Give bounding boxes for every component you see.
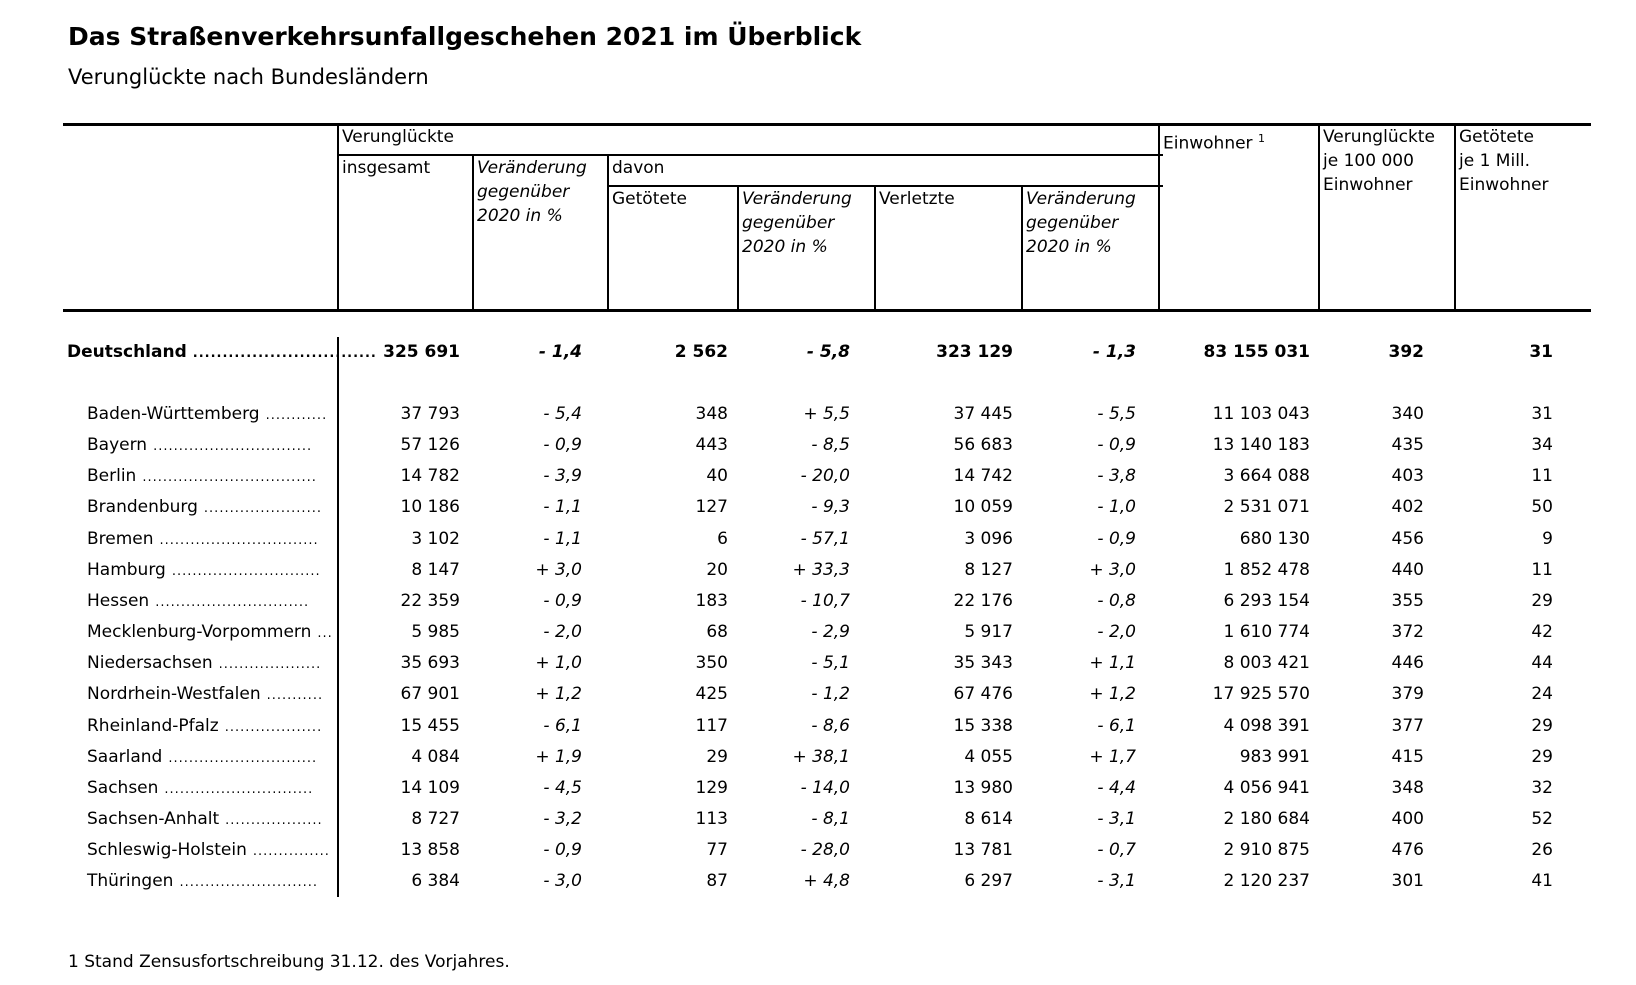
leader-dots: .............................: [171, 563, 321, 579]
row-label: Hessen: [87, 590, 150, 611]
cell-veraenderung-getoetete: - 9,3: [811, 497, 850, 518]
cell-insgesamt: 325 691: [383, 342, 460, 362]
cell-je-100000: 402: [1391, 497, 1424, 518]
vline-stub: [337, 124, 339, 311]
cell-verletzte: 13 980: [953, 777, 1013, 798]
cell-je-1-mill: 41: [1531, 871, 1553, 892]
table-row: [0, 871, 1636, 901]
table-row: [0, 684, 1636, 714]
cell-veraenderung-verletzte: - 6,1: [1097, 715, 1136, 736]
cell-getoetete: 117: [695, 715, 728, 736]
cell-veraenderung-getoetete: - 10,7: [800, 590, 850, 611]
cell-veraenderung-insgesamt: + 1,2: [535, 684, 582, 705]
cell-verletzte: 4 055: [964, 746, 1013, 767]
cell-einwohner: 983 991: [1239, 746, 1310, 767]
table-row: [0, 653, 1636, 683]
cell-veraenderung-insgesamt: - 1,1: [543, 497, 582, 518]
cell-veraenderung-insgesamt: - 5,4: [543, 404, 582, 424]
cell-veraenderung-verletzte: - 4,4: [1097, 777, 1136, 798]
cell-veraenderung-getoetete: - 28,0: [800, 840, 850, 861]
header-je-100000: Verunglückte je 100 000 Einwohner: [1323, 127, 1435, 195]
vline-2: [607, 154, 609, 311]
table-header-bottom-rule: [63, 309, 1591, 312]
cell-getoetete: 113: [695, 808, 728, 829]
cell-je-1-mill: 24: [1531, 684, 1553, 705]
cell-je-100000: 415: [1391, 746, 1424, 767]
cell-verletzte: 56 683: [953, 435, 1013, 456]
row-label: Bremen: [87, 528, 154, 549]
cell-je-100000: 456: [1391, 528, 1424, 549]
cell-verletzte: 8 127: [964, 559, 1013, 580]
cell-getoetete: 20: [706, 559, 728, 580]
cell-einwohner: 8 003 421: [1223, 653, 1310, 674]
leader-dots: ...................: [224, 719, 323, 735]
header-veraenderung-verletzte: Veränderung gegenüber 2020 in %: [1026, 189, 1136, 257]
table-row: [0, 622, 1636, 652]
cell-verletzte: 6 297: [964, 871, 1013, 892]
cell-veraenderung-getoetete: + 5,5: [803, 404, 850, 424]
cell-veraenderung-insgesamt: + 1,0: [535, 653, 582, 674]
table-row: [0, 529, 1636, 559]
cell-veraenderung-insgesamt: + 1,9: [535, 746, 582, 767]
cell-insgesamt: 4 084: [411, 746, 460, 767]
header-getoetete: Getötete: [612, 189, 687, 209]
cell-getoetete: 29: [706, 746, 728, 767]
vline-5: [1021, 185, 1023, 311]
row-label: Bayern: [87, 435, 148, 456]
cell-getoetete: 2 562: [674, 342, 728, 362]
header-einwohner: Einwohner $^1$: [1163, 132, 1265, 154]
cell-getoetete: 40: [706, 466, 728, 487]
cell-veraenderung-verletzte: + 1,2: [1089, 684, 1136, 705]
cell-veraenderung-verletzte: - 3,1: [1097, 871, 1136, 892]
leader-dots: ..................................: [142, 470, 317, 486]
cell-einwohner: 2 531 071: [1223, 497, 1310, 518]
cell-verletzte: 14 742: [953, 466, 1013, 487]
cell-insgesamt: 3 102: [411, 528, 460, 549]
cell-je-100000: 379: [1391, 684, 1424, 705]
table-row: [0, 497, 1636, 527]
cell-je-1-mill: 31: [1531, 404, 1553, 424]
vline-7: [1318, 124, 1320, 311]
leader-dots: .............................: [164, 781, 314, 797]
cell-veraenderung-insgesamt: - 0,9: [543, 590, 582, 611]
cell-je-100000: 355: [1391, 590, 1424, 611]
table-row: [0, 809, 1636, 839]
leader-dots: ...............................: [159, 532, 319, 548]
cell-je-1-mill: 32: [1531, 777, 1553, 798]
cell-verletzte: 37 445: [953, 404, 1013, 424]
cell-veraenderung-verletzte: - 0,7: [1097, 840, 1136, 861]
cell-je-100000: 348: [1391, 777, 1424, 798]
cell-je-1-mill: 11: [1531, 559, 1553, 580]
cell-veraenderung-verletzte: + 1,1: [1089, 653, 1136, 674]
cell-veraenderung-verletzte: - 1,3: [1092, 342, 1136, 362]
cell-verletzte: 15 338: [953, 715, 1013, 736]
vline-8: [1454, 124, 1456, 311]
header-davon: davon: [612, 158, 665, 178]
row-label: Niedersachsen: [87, 653, 213, 674]
cell-veraenderung-getoetete: - 14,0: [800, 777, 850, 798]
cell-getoetete: 127: [695, 497, 728, 518]
cell-veraenderung-getoetete: - 5,8: [806, 342, 850, 362]
table-row: [0, 778, 1636, 808]
leader-dots: ...............................: [192, 346, 377, 361]
cell-veraenderung-verletzte: - 3,1: [1097, 808, 1136, 829]
leader-dots: ..............................: [155, 594, 310, 610]
table-row-total: [0, 342, 1636, 372]
cell-veraenderung-getoetete: - 8,6: [811, 715, 850, 736]
cell-veraenderung-getoetete: - 8,5: [811, 435, 850, 456]
cell-je-100000: 403: [1391, 466, 1424, 487]
cell-je-100000: 340: [1391, 404, 1424, 424]
vline-3: [737, 185, 739, 311]
cell-je-1-mill: 9: [1542, 528, 1553, 549]
leader-dots: ...............................: [153, 439, 313, 455]
cell-insgesamt: 5 985: [411, 622, 460, 643]
cell-je-1-mill: 31: [1529, 342, 1553, 362]
cell-je-100000: 435: [1391, 435, 1424, 456]
row-label: Berlin: [87, 466, 137, 487]
cell-einwohner: 4 098 391: [1223, 715, 1310, 736]
cell-insgesamt: 13 858: [400, 840, 460, 861]
header-veraenderung-insgesamt: Veränderung gegenüber 2020 in %: [477, 158, 587, 226]
cell-getoetete: 87: [706, 871, 728, 892]
leader-dots: ...............: [252, 844, 330, 860]
page-title: Das Straßenverkehrsunfallgeschehen 2021 im Überblick: [68, 22, 862, 51]
cell-veraenderung-getoetete: - 57,1: [800, 528, 850, 549]
cell-insgesamt: 14 782: [400, 466, 460, 487]
leader-dots: .......................: [203, 501, 322, 517]
cell-einwohner: 2 120 237: [1223, 871, 1310, 892]
cell-getoetete: 6: [717, 528, 728, 549]
cell-getoetete: 425: [695, 684, 728, 705]
cell-veraenderung-getoetete: + 38,1: [792, 746, 850, 767]
cell-einwohner: 11 103 043: [1212, 404, 1310, 424]
rule-under-verunglueckte: [338, 154, 1163, 156]
table-row: [0, 747, 1636, 777]
header-verletzte: Verletzte: [879, 189, 955, 209]
row-label: Hamburg: [87, 559, 166, 580]
cell-veraenderung-insgesamt: - 1,1: [543, 528, 582, 549]
row-label: Saarland: [87, 746, 163, 767]
leader-dots: ....................: [218, 657, 322, 673]
cell-je-1-mill: 42: [1531, 622, 1553, 643]
cell-veraenderung-verletzte: - 0,9: [1097, 528, 1136, 549]
row-label: Deutschland: [67, 342, 187, 362]
cell-veraenderung-verletzte: - 0,8: [1097, 590, 1136, 611]
header-insgesamt: insgesamt: [342, 158, 431, 178]
row-label: Brandenburg: [87, 497, 198, 518]
row-label: Sachsen-Anhalt: [87, 808, 220, 829]
cell-einwohner: 83 155 031: [1203, 342, 1310, 362]
cell-verletzte: 35 343: [953, 653, 1013, 674]
cell-veraenderung-insgesamt: + 3,0: [535, 559, 582, 580]
cell-einwohner: 680 130: [1239, 528, 1310, 549]
cell-veraenderung-verletzte: + 3,0: [1089, 559, 1136, 580]
cell-insgesamt: 57 126: [400, 435, 460, 456]
cell-je-100000: 301: [1391, 871, 1424, 892]
cell-veraenderung-insgesamt: - 0,9: [543, 840, 582, 861]
table-row: [0, 466, 1636, 496]
cell-insgesamt: 22 359: [400, 590, 460, 611]
row-label: Thüringen: [87, 871, 174, 892]
leader-dots: ...........: [266, 688, 324, 704]
cell-je-100000: 446: [1391, 653, 1424, 674]
leader-dots: ...................: [225, 812, 323, 828]
cell-einwohner: 1 610 774: [1223, 622, 1310, 643]
cell-insgesamt: 10 186: [400, 497, 460, 518]
cell-veraenderung-verletzte: + 1,7: [1089, 746, 1136, 767]
cell-einwohner: 13 140 183: [1212, 435, 1310, 456]
cell-insgesamt: 35 693: [400, 653, 460, 674]
cell-je-1-mill: 29: [1531, 746, 1553, 767]
row-label: Rheinland-Pfalz: [87, 715, 219, 736]
vline-1: [472, 154, 474, 311]
cell-veraenderung-insgesamt: - 0,9: [543, 435, 582, 456]
table-row: [0, 840, 1636, 870]
cell-veraenderung-verletzte: - 5,5: [1097, 404, 1136, 424]
cell-veraenderung-verletzte: - 0,9: [1097, 435, 1136, 456]
cell-je-100000: 400: [1391, 808, 1424, 829]
cell-einwohner: 6 293 154: [1223, 590, 1310, 611]
cell-getoetete: 129: [695, 777, 728, 798]
cell-insgesamt: 67 901: [400, 684, 460, 705]
cell-veraenderung-insgesamt: - 6,1: [543, 715, 582, 736]
cell-veraenderung-getoetete: + 33,3: [792, 559, 850, 580]
cell-veraenderung-insgesamt: - 3,2: [543, 808, 582, 829]
cell-getoetete: 350: [695, 653, 728, 674]
header-veraenderung-getoetete: Veränderung gegenüber 2020 in %: [742, 189, 852, 257]
cell-verletzte: 8 614: [964, 808, 1013, 829]
table-row: [0, 435, 1636, 465]
leader-dots: .............................: [168, 750, 318, 766]
cell-veraenderung-getoetete: - 5,1: [811, 653, 850, 674]
cell-insgesamt: 37 793: [400, 404, 460, 424]
cell-verletzte: 67 476: [953, 684, 1013, 705]
cell-insgesamt: 8 727: [411, 808, 460, 829]
table-row: [0, 591, 1636, 621]
cell-einwohner: 4 056 941: [1223, 777, 1310, 798]
cell-veraenderung-insgesamt: - 4,5: [543, 777, 582, 798]
header-je-1-mill: Getötete je 1 Mill. Einwohner: [1459, 127, 1549, 195]
vline-4: [874, 185, 876, 311]
cell-veraenderung-getoetete: - 20,0: [800, 466, 850, 487]
cell-getoetete: 183: [695, 590, 728, 611]
cell-verletzte: 323 129: [936, 342, 1013, 362]
cell-veraenderung-verletzte: - 2,0: [1097, 622, 1136, 643]
cell-veraenderung-getoetete: - 1,2: [811, 684, 850, 705]
cell-je-100000: 377: [1391, 715, 1424, 736]
table-row: [0, 560, 1636, 590]
row-label: Nordrhein-Westfalen: [87, 684, 261, 705]
cell-einwohner: 2 180 684: [1223, 808, 1310, 829]
cell-je-1-mill: 29: [1531, 715, 1553, 736]
cell-insgesamt: 6 384: [411, 871, 460, 892]
cell-getoetete: 443: [695, 435, 728, 456]
cell-veraenderung-getoetete: + 4,8: [803, 871, 850, 892]
cell-veraenderung-getoetete: - 2,9: [811, 622, 850, 643]
page-subtitle: Verunglückte nach Bundesländern: [68, 65, 429, 89]
row-label: Schleswig-Holstein: [87, 840, 247, 861]
cell-je-1-mill: 26: [1531, 840, 1553, 861]
cell-veraenderung-insgesamt: - 2,0: [543, 622, 582, 643]
cell-verletzte: 5 917: [964, 622, 1013, 643]
row-label: Sachsen: [87, 777, 159, 798]
cell-verletzte: 22 176: [953, 590, 1013, 611]
table-row: [0, 716, 1636, 746]
cell-je-1-mill: 44: [1531, 653, 1553, 674]
cell-verletzte: 10 059: [953, 497, 1013, 518]
table-row: [0, 404, 1636, 434]
row-label: Baden-Württemberg: [87, 404, 260, 424]
cell-veraenderung-verletzte: - 1,0: [1097, 497, 1136, 518]
cell-veraenderung-getoetete: - 8,1: [811, 808, 850, 829]
cell-je-100000: 372: [1391, 622, 1424, 643]
row-label: Mecklenburg-Vorpommern: [87, 622, 312, 643]
leader-dots: ...: [317, 626, 333, 642]
cell-je-1-mill: 11: [1531, 466, 1553, 487]
leader-dots: ...........................: [179, 875, 319, 891]
header-verunglueckte: Verunglückte: [342, 127, 454, 147]
vline-6: [1158, 124, 1160, 311]
cell-einwohner: 17 925 570: [1212, 684, 1310, 705]
cell-verletzte: 13 781: [953, 840, 1013, 861]
cell-je-1-mill: 50: [1531, 497, 1553, 518]
cell-veraenderung-insgesamt: - 3,0: [543, 871, 582, 892]
cell-veraenderung-insgesamt: - 3,9: [543, 466, 582, 487]
cell-einwohner: 2 910 875: [1223, 840, 1310, 861]
cell-insgesamt: 15 455: [400, 715, 460, 736]
cell-je-1-mill: 29: [1531, 590, 1553, 611]
cell-insgesamt: 14 109: [400, 777, 460, 798]
cell-insgesamt: 8 147: [411, 559, 460, 580]
cell-veraenderung-verletzte: - 3,8: [1097, 466, 1136, 487]
cell-je-1-mill: 34: [1531, 435, 1553, 456]
cell-je-1-mill: 52: [1531, 808, 1553, 829]
cell-veraenderung-insgesamt: - 1,4: [538, 342, 582, 362]
cell-getoetete: 77: [706, 840, 728, 861]
cell-je-100000: 476: [1391, 840, 1424, 861]
cell-je-100000: 440: [1391, 559, 1424, 580]
footnote: 1 Stand Zensusfortschreibung 31.12. des Vorjahres.: [68, 952, 510, 972]
cell-je-100000: 392: [1388, 342, 1424, 362]
cell-getoetete: 68: [706, 622, 728, 643]
cell-einwohner: 3 664 088: [1223, 466, 1310, 487]
cell-verletzte: 3 096: [964, 528, 1013, 549]
cell-einwohner: 1 852 478: [1223, 559, 1310, 580]
cell-getoetete: 348: [695, 404, 728, 424]
leader-dots: ............: [265, 408, 328, 423]
